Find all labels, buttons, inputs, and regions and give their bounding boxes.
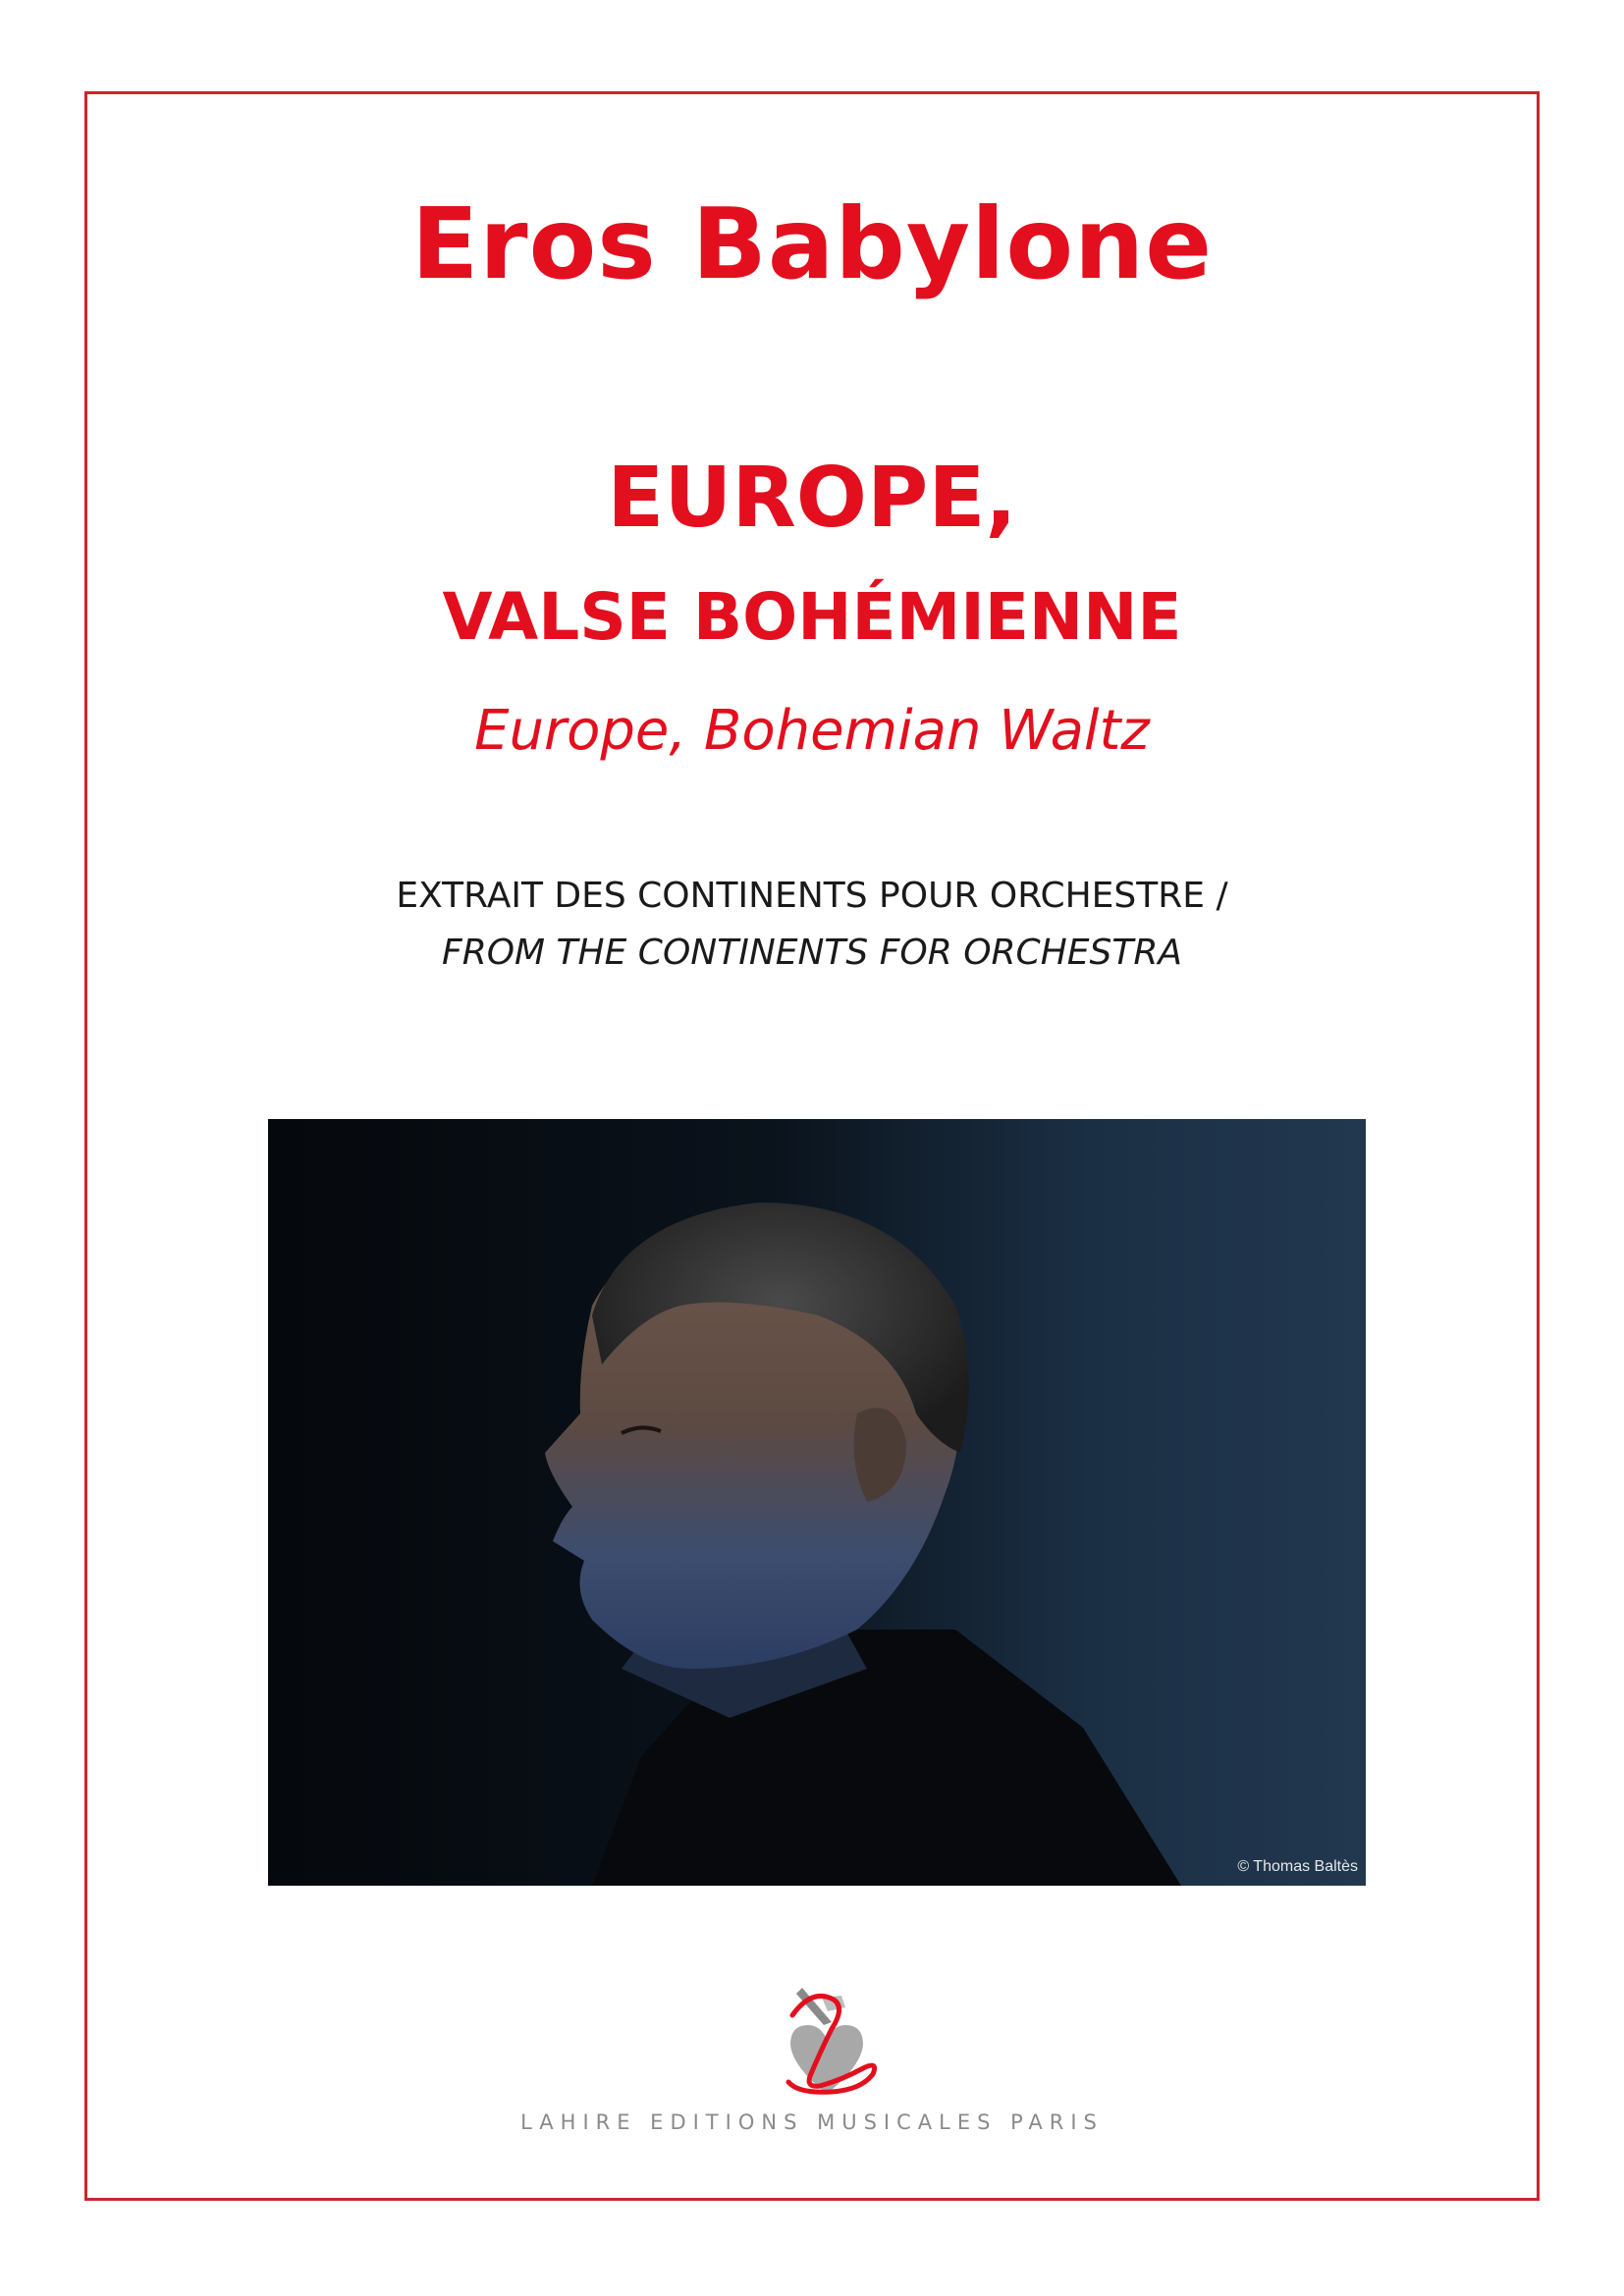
title-english: Europe, Bohemian Waltz [474, 699, 1150, 763]
extract-english: FROM THE CONTINENTS FOR ORCHESTRA [442, 933, 1182, 973]
title-main: EUROPE, [607, 450, 1017, 547]
composer-portrait-photo [268, 1119, 1366, 1886]
photo-credit: © Thomas Baltès [1237, 1858, 1358, 1875]
composer-name: Eros Babylone [410, 187, 1214, 301]
extract-french: EXTRAIT DES CONTINENTS POUR ORCHESTRE / [396, 876, 1228, 916]
publisher-logo [763, 1978, 891, 2101]
title-subtitle: VALSE BOHÉMIENNE [442, 579, 1182, 655]
publisher-name: LAHIRE EDITIONS MUSICALES PARIS [520, 2110, 1104, 2134]
